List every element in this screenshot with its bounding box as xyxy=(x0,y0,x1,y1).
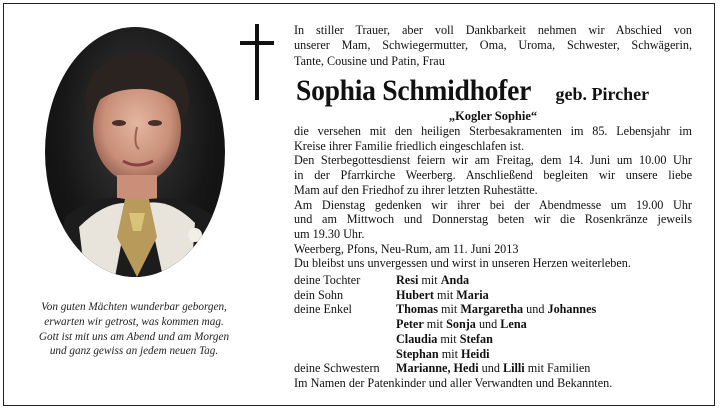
body-text xyxy=(294,124,692,271)
connector: und xyxy=(523,302,548,317)
closing-line: Im Namen der Patenkinder und aller Verwandten und Bekannten. xyxy=(294,375,613,390)
family-name: Peter xyxy=(396,317,424,332)
poem-line: Von guten Mächten wunderbar geborgen, xyxy=(41,301,227,313)
relation-label: deine Schwestern xyxy=(294,361,380,376)
intro-text xyxy=(294,23,692,69)
poem xyxy=(10,300,258,359)
family-row-sisters xyxy=(294,361,694,376)
connector: mit xyxy=(423,317,447,332)
family-name: Margaretha xyxy=(460,302,524,317)
body-line: Kreise ihrer Familie friedlich eingeschlafen ist. xyxy=(294,138,525,153)
poem-line: Gott ist mit uns am Abend und am Morgen xyxy=(38,330,230,343)
family-row-daughter xyxy=(294,273,694,288)
family-name: Resi xyxy=(396,273,419,287)
family-names xyxy=(396,302,596,317)
family-name: Thomas xyxy=(396,302,438,317)
family-row-grandchildren xyxy=(294,317,694,332)
relation-label: deine Enkel xyxy=(294,302,352,317)
family-names xyxy=(396,361,590,376)
body-line: die versehen mit den heiligen Sterbesakramenten im 85. Lebensjahr im xyxy=(294,124,692,138)
poem-line: und ganz gewiss an jedem neuen Tag. xyxy=(49,345,219,358)
family-name: Anda xyxy=(440,273,470,287)
family-name: Stephan xyxy=(396,346,439,361)
family-names xyxy=(396,332,493,347)
birth-name: geb. Pircher xyxy=(555,84,650,104)
body-line: Am Dienstag gedenken wir ihrer bei der Abendmesse um 19.00 Uhr xyxy=(294,197,692,212)
connector: und xyxy=(478,361,503,376)
family-name: Maria xyxy=(456,287,489,302)
intro-line: Tante, Cousine und Patin, Frau xyxy=(294,53,445,68)
body-line: um 19.30 Uhr. xyxy=(294,226,365,241)
connector: mit Familien xyxy=(524,361,591,376)
connector: mit xyxy=(438,346,462,361)
family-name: Lena xyxy=(500,317,527,332)
deceased-name xyxy=(296,74,696,108)
family-name: Stefan xyxy=(459,331,493,346)
body-line: Du bleibst uns unvergessen und wirst in unseren Herzen weiterleben. xyxy=(294,256,631,271)
family-row-grandchildren xyxy=(294,347,694,362)
place-date-line: Weerberg, Pfons, Neu-Rum, am 11. Juni 2013 xyxy=(294,241,519,256)
family-name: Johannes xyxy=(547,302,597,317)
portrait-photo xyxy=(45,27,225,277)
family-names xyxy=(396,288,489,303)
body-line: Mam auf den Friedhof zu ihrer letzten Ruhestätte. xyxy=(294,182,538,197)
family-name: Lilli xyxy=(502,361,525,376)
nickname: „Kogler Sophie“ xyxy=(448,109,538,123)
relation-label: dein Sohn xyxy=(294,287,344,302)
relation-label: deine Tochter xyxy=(294,273,361,287)
family-names xyxy=(396,317,527,332)
family-names xyxy=(396,347,490,362)
family-name: Sonja xyxy=(446,317,476,332)
family-name: Heidi xyxy=(461,346,490,361)
family-row-son xyxy=(294,288,694,303)
family-name: Hubert xyxy=(396,287,434,302)
family-names xyxy=(396,273,469,288)
connector: mit xyxy=(438,302,461,317)
intro-line: In stiller Trauer, aber voll Dankbarkeit nehmen wir Abschied von xyxy=(294,23,692,37)
connector: mit xyxy=(433,287,457,302)
connector: mit xyxy=(418,273,441,287)
intro-line: unserer Mam, Schwiegermutter, Oma, Uroma, Schwester, Schwägerin, xyxy=(294,38,692,53)
family-name: Claudia xyxy=(396,331,438,346)
family-name: Marianne, Hedi xyxy=(396,361,479,376)
body-line: und am Mittwoch und Donnerstag beten wir die Rosenkränze jeweils xyxy=(294,212,692,227)
family-row-grandchildren xyxy=(294,332,694,347)
family-list xyxy=(294,273,694,391)
poem-line: erwarten wir getrost, was kommen mag. xyxy=(44,315,224,328)
connector: mit xyxy=(437,331,460,346)
body-line: in der Pfarrkirche Weerberg. Anschließend begleiten wir unsere liebe xyxy=(294,168,692,183)
full-name: Sophia Schmidhofer xyxy=(296,74,532,107)
family-row-grandchildren xyxy=(294,302,694,317)
body-line: Den Sterbegottesdienst feiern wir am Freitag, dem 14. Juni um 10.00 Uhr xyxy=(294,153,692,168)
latin-cross-icon xyxy=(238,24,276,100)
connector: und xyxy=(475,317,501,332)
